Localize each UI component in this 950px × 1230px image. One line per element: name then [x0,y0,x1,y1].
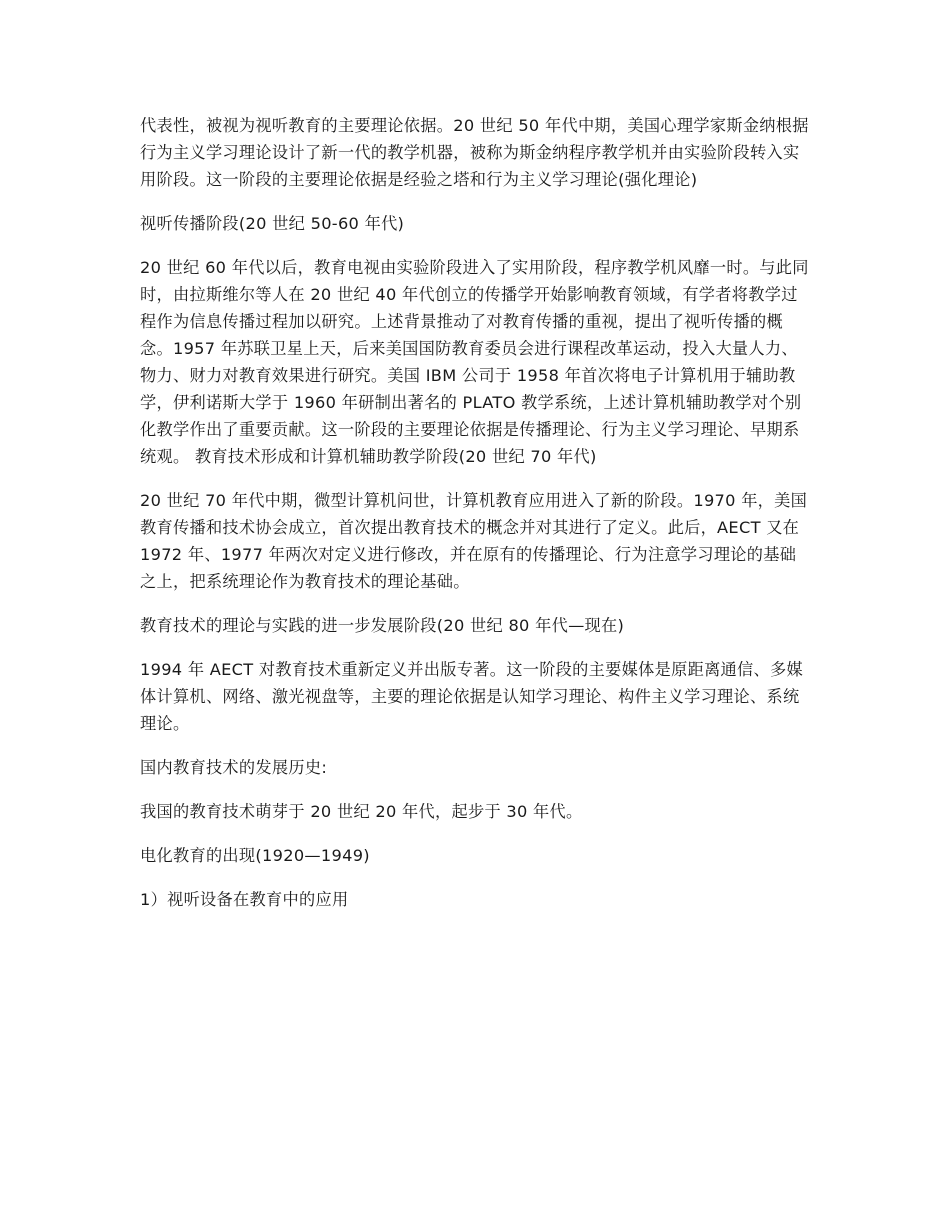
list-item-audiovisual-equipment: 1）视听设备在教育中的应用 [140,890,349,909]
heading-electrified-education: 电化教育的出现(1920—1949) [140,846,370,865]
heading-further-development-stage: 教育技术的理论与实践的进一步发展阶段(20 世纪 80 年代—现在) [140,616,625,635]
paragraph-theory-basis: 代表性，被视为视听教育的主要理论依据。20 世纪 50 年代中期，美国心理学家斯金纳根据行为主义学习理论设计了新一代的教学机器，被称为斯金纳程序教学机并由实验阶段转入实用阶段。这一阶段的主要理论依据是经验之塔和行为主义学习理论(强化理论) [140,116,809,189]
document-body [140,112,810,930]
paragraph-domestic-origin: 我国的教育技术萌芽于 20 世纪 20 年代，起步于 30 年代。 [140,802,583,821]
paragraph-1960s-development: 20 世纪 60 年代以后，教育电视由实验阶段进入了实用阶段，程序教学机风靡一时。与此同时，由拉斯维尔等人在 20 世纪 40 年代创立的传播学开始影响教育领域，有学者将教学过程作为信息传播过程加以研究。上述背景推动了对教育传播的重视，提出了视听传播的概念。1957 年苏联卫星上天，后来美国国防教育委员会进行课程改革运动，投入大量人力、物力、财力对教育效果进行研究。美国 IBM 公司于 1958 年首次将电子计算机用于辅助教学，伊利诺斯大学于 1960 年研制出著名的 PLATO 教学系统，上述计算机辅助教学对个别化教学作出了重要贡献。这一阶段的主要理论依据是传播理论、行为主义学习理论、早期系统观。 教育技术形成和计算机辅助教学阶段(20 世纪 70 年代) [140,258,809,466]
heading-audiovisual-communication-stage: 视听传播阶段(20 世纪 50-60 年代) [140,214,405,233]
paragraph-1970s-microcomputer: 20 世纪 70 年代中期，微型计算机问世，计算机教育应用进入了新的阶段。1970 年，美国教育传播和技术协会成立，首次提出教育技术的概念并对其进行了定义。此后，AECT 又在 1972 年、1977 年两次对定义进行修改，并在原有的传播理论、行为注意学习理论的基础之上，把系统理论作为教育技术的理论基础。 [140,491,808,591]
paragraph-1994-aect: 1994 年 AECT 对教育技术重新定义并出版专著。这一阶段的主要媒体是原距离通信、多媒体计算机、网络、激光视盘等，主要的理论依据是认知学习理论、构件主义学习理论、系统理论。 [140,660,803,733]
heading-domestic-history: 国内教育技术的发展历史: [140,758,328,777]
